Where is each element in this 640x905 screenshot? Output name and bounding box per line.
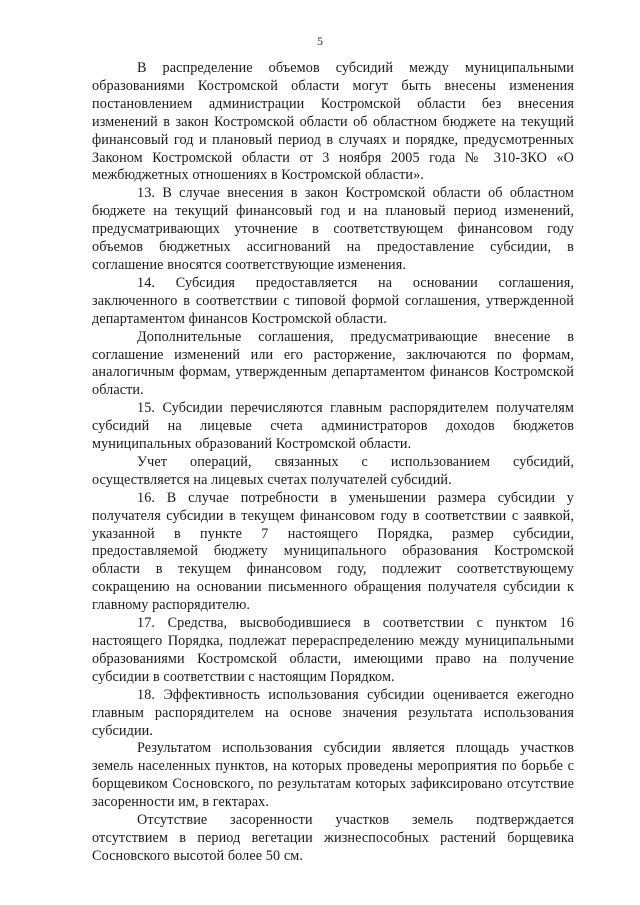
document-body <box>92 60 574 866</box>
paragraph-17: 17. Средства, высвободившиеся в соответствии с пунктом 16 настоящего Порядка, подлежат перераспределению между муниципальными образованиями Костромской области, имеющими право на получение субсидии в соответствии с настоящим Порядком. <box>92 615 574 685</box>
paragraph-13: 13. В случае внесения в закон Костромской области об областном бюджете на текущий финансовый год и на плановый период изменений, предусматривающих уточнение в соответствующем финансовом году объемов бюджетных ассигнований на предоставление субсидии, в соглашение вносятся соответствующие изменения. <box>92 185 574 273</box>
paragraph-absence-confirmation: Отсутствие засоренности участков земель подтверждается отсутствием в период вегетации жизнеспособных растений борщевика Сосновского высотой более 50 см. <box>92 812 574 864</box>
paragraph-result-definition: Результатом использования субсидии является площадь участков земель населенных пунктов, на которых проведены мероприятия по борьбе с борщевиком Сосновского, по результатам которых зафиксировано отсутствие засоренности им, в гектарах. <box>92 740 574 811</box>
page-number: 5 <box>317 34 323 48</box>
paragraph-subsidy-distribution-changes: В распределение объемов субсидий между муниципальными образованиями Костромской области могут быть внесены изменения постановлением администрации Костромской области без внесения изменений в закон Костромской области об областном бюджете на текущий финансовый год и плановый период в случаях и порядке, предусмотренных Законом Костромской области от 3 ноября 2005 года № 310-ЗКО «О межбюджетных отношениях в Костромской области». <box>92 60 574 184</box>
paragraph-14: 14. Субсидия предоставляется на основании соглашения, заключенного в соответствии с типовой формой соглашения, утвержденной департаментом финансов Костромской области. <box>92 274 574 327</box>
paragraph-additional-agreements: Дополнительные соглашения, предусматривающие внесение в соглашение изменений или его расторжение, заключаются по формам, аналогичным формам, утвержденным департаментом финансов Костромской области. <box>92 328 574 399</box>
paragraph-15: 15. Субсидии перечисляются главным распорядителем получателям субсидий на лицевые счета администраторов доходов бюджетов муниципальных образований Костромской области. <box>92 400 574 453</box>
paragraph-18: 18. Эффективность использования субсидии оценивается ежегодно главным распорядителем на основе значения результата использования субсидии. <box>92 686 574 739</box>
paragraph-16: 16. В случае потребности в уменьшении размера субсидии у получателя субсидии в текущем финансовом году в соответствии с заявкой, указанной в пункте 7 настоящего Порядка, размер субсидии, предоставляемой бюджету муниципального образования Костромской области в текущем финансовом году, подлежит соответствующему сокращению на основании письменного обращения получателя субсидии к главному распорядителю. <box>92 489 574 614</box>
paragraph-accounting-operations: Учет операций, связанных с использованием субсидий, осуществляется на лицевых счетах получателей субсидий. <box>92 453 574 488</box>
